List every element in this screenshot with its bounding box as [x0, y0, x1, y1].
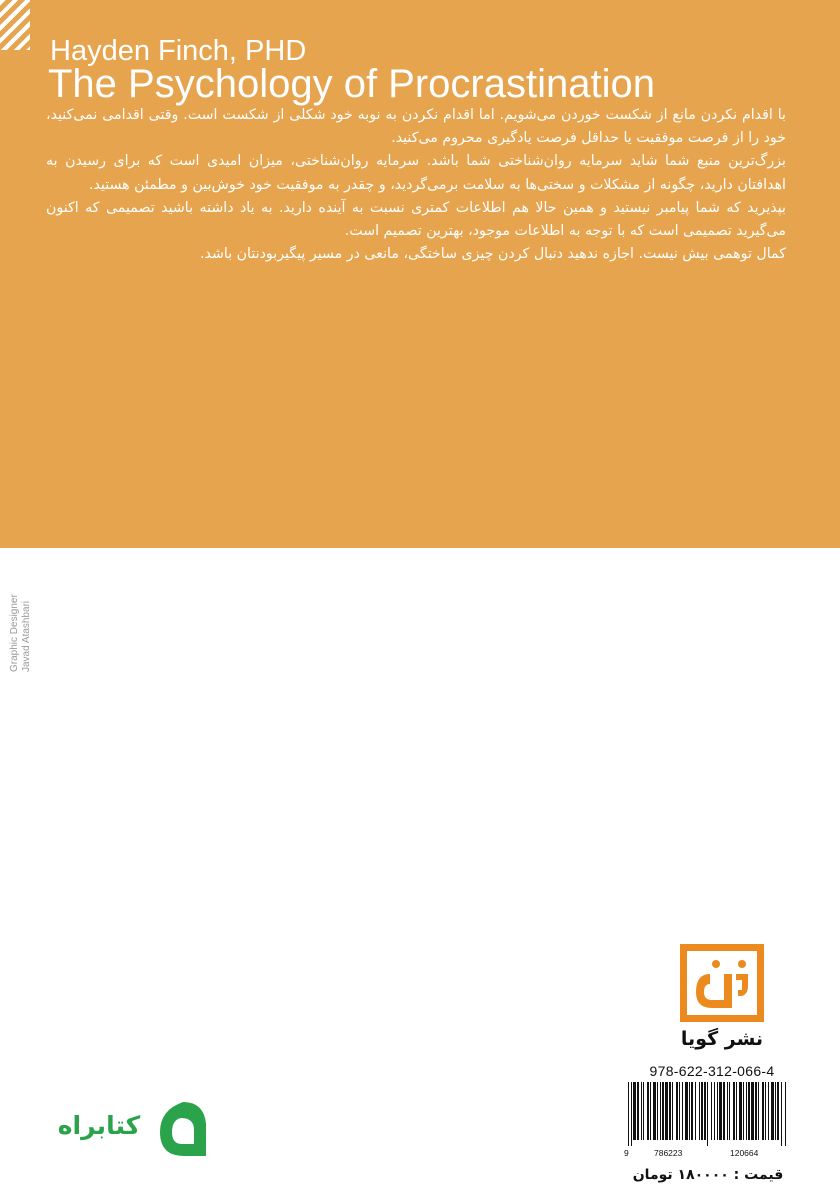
- barcode-bar: [733, 1082, 735, 1140]
- ketabrah-store-logo: [40, 1100, 210, 1160]
- barcode-bar: [685, 1082, 688, 1140]
- ketabrah-logo-icon: [156, 1100, 210, 1160]
- barcode-bar: [707, 1082, 708, 1146]
- barcode-bar: [762, 1082, 764, 1140]
- barcode-bar: [758, 1082, 759, 1140]
- barcode-bar: [650, 1082, 651, 1140]
- barcode-bar: [676, 1082, 678, 1140]
- barcode-bar: [647, 1082, 649, 1140]
- barcode-digits: [624, 1148, 790, 1160]
- barcode-digit-group: 120664: [730, 1148, 759, 1158]
- barcode-bar: [633, 1082, 636, 1140]
- barcode-bar: [785, 1082, 786, 1146]
- credit-role: Graphic Designer: [9, 594, 20, 672]
- goya-publisher-logo-icon: [680, 944, 764, 1022]
- barcode-bar: [743, 1082, 744, 1140]
- barcode-bar: [736, 1082, 737, 1140]
- barcode-bar: [699, 1082, 700, 1140]
- barcode-bar: [701, 1082, 703, 1140]
- barcode-bar: [653, 1082, 656, 1140]
- barcode-bar: [695, 1082, 696, 1140]
- barcode-bar: [657, 1082, 658, 1140]
- back-cover-orange-panel: [0, 0, 840, 548]
- barcode-bar: [748, 1082, 750, 1140]
- blurb-paragraph: بزرگ‌ترین منبع شما شاید سرمایه روان‌شناختی شما باشد. سرمایه روان‌شناختی، میزان امیدی است که برای رسیدن به اهدافتان دارید، چگونه از مشکلات و سختی‌ها به سلامت برمی‌گردید، و چقدر به موفقیت خود خوش‌بین و مطمئن هستید.: [46, 153, 786, 193]
- isbn-barcode: [624, 1082, 790, 1146]
- barcode-bar: [739, 1082, 742, 1140]
- barcode-bar: [751, 1082, 754, 1140]
- barcode-bar: [755, 1082, 757, 1140]
- barcode-bar: [662, 1082, 664, 1140]
- book-title: The Psychology of Procrastination: [48, 62, 655, 106]
- barcode-bar: [768, 1082, 769, 1140]
- barcode-bar: [637, 1082, 639, 1140]
- blurb-paragraph: با اقدام نکردن مانع از شکست خوردن می‌شویم. اما اقدام نکردن به نوبه خود شکلی از شکست است. وقتی اقدامی نمی‌کنید، خود را از فرصت موفقیت یا حداقل فرصت یادگیری محروم می‌کنید.: [46, 107, 786, 147]
- barcode-bar: [691, 1082, 693, 1140]
- barcode-bar: [775, 1082, 776, 1140]
- barcode-bar: [641, 1082, 642, 1140]
- barcode-bar: [717, 1082, 718, 1140]
- credit-name: Javad Atashbari: [21, 600, 32, 672]
- barcode-bar: [781, 1082, 782, 1146]
- barcode-bar: [689, 1082, 690, 1140]
- barcode-bar: [643, 1082, 644, 1140]
- barcode-bar: [669, 1082, 671, 1140]
- blurb-paragraph: کمال توهمی بیش نیست. اجازه ندهید دنبال کردن چیزی ساختگی، مانعی در مسیر پیگیربودنتان باشد.: [200, 246, 786, 263]
- barcode-bar: [777, 1082, 779, 1140]
- barcode-bar: [704, 1082, 706, 1140]
- barcode-bar: [723, 1082, 725, 1140]
- barcode-digit-group: 9: [624, 1148, 629, 1158]
- barcode-bar: [631, 1082, 632, 1146]
- blurb-paragraph: بپذیرید که شما پیامبر نیستید و همین حالا هم اطلاعات کمتری نسبت به آینده دارید. به یاد داشته باشید تصمیمی که اکنون می‌گیرید تصمیمی است که با توجه به اطلاعات موجود، بهترین تصمیم است.: [46, 199, 786, 240]
- barcode-bar: [682, 1082, 683, 1140]
- barcode-bar: [660, 1082, 661, 1140]
- barcode-bar: [719, 1082, 722, 1140]
- barcode-bar: [711, 1082, 712, 1140]
- barcode-bar: [714, 1082, 715, 1140]
- barcode-bar: [727, 1082, 728, 1140]
- barcode-digit-group: 786223: [654, 1148, 683, 1158]
- barcode-bar: [746, 1082, 747, 1140]
- book-price: قیمت : ۱۸۰۰۰۰ تومان: [632, 1167, 784, 1183]
- barcode-bar: [665, 1082, 668, 1140]
- barcode-bar: [729, 1082, 730, 1140]
- barcode-bar: [628, 1082, 629, 1146]
- author-name: Hayden Finch, PHD: [50, 35, 307, 67]
- isbn-number: 978-622-312-066-4: [649, 1063, 775, 1079]
- publisher-name: نشر گویا: [680, 1028, 764, 1050]
- store-name: کتابراه: [57, 1111, 141, 1140]
- barcode-bar: [679, 1082, 680, 1140]
- diagonal-stripes-decoration: [0, 0, 30, 50]
- graphic-designer-credit: [9, 562, 39, 672]
- barcode-bar: [672, 1082, 673, 1140]
- barcode-bar: [765, 1082, 766, 1140]
- barcode-bar: [771, 1082, 774, 1140]
- back-cover-blurb: [46, 104, 786, 266]
